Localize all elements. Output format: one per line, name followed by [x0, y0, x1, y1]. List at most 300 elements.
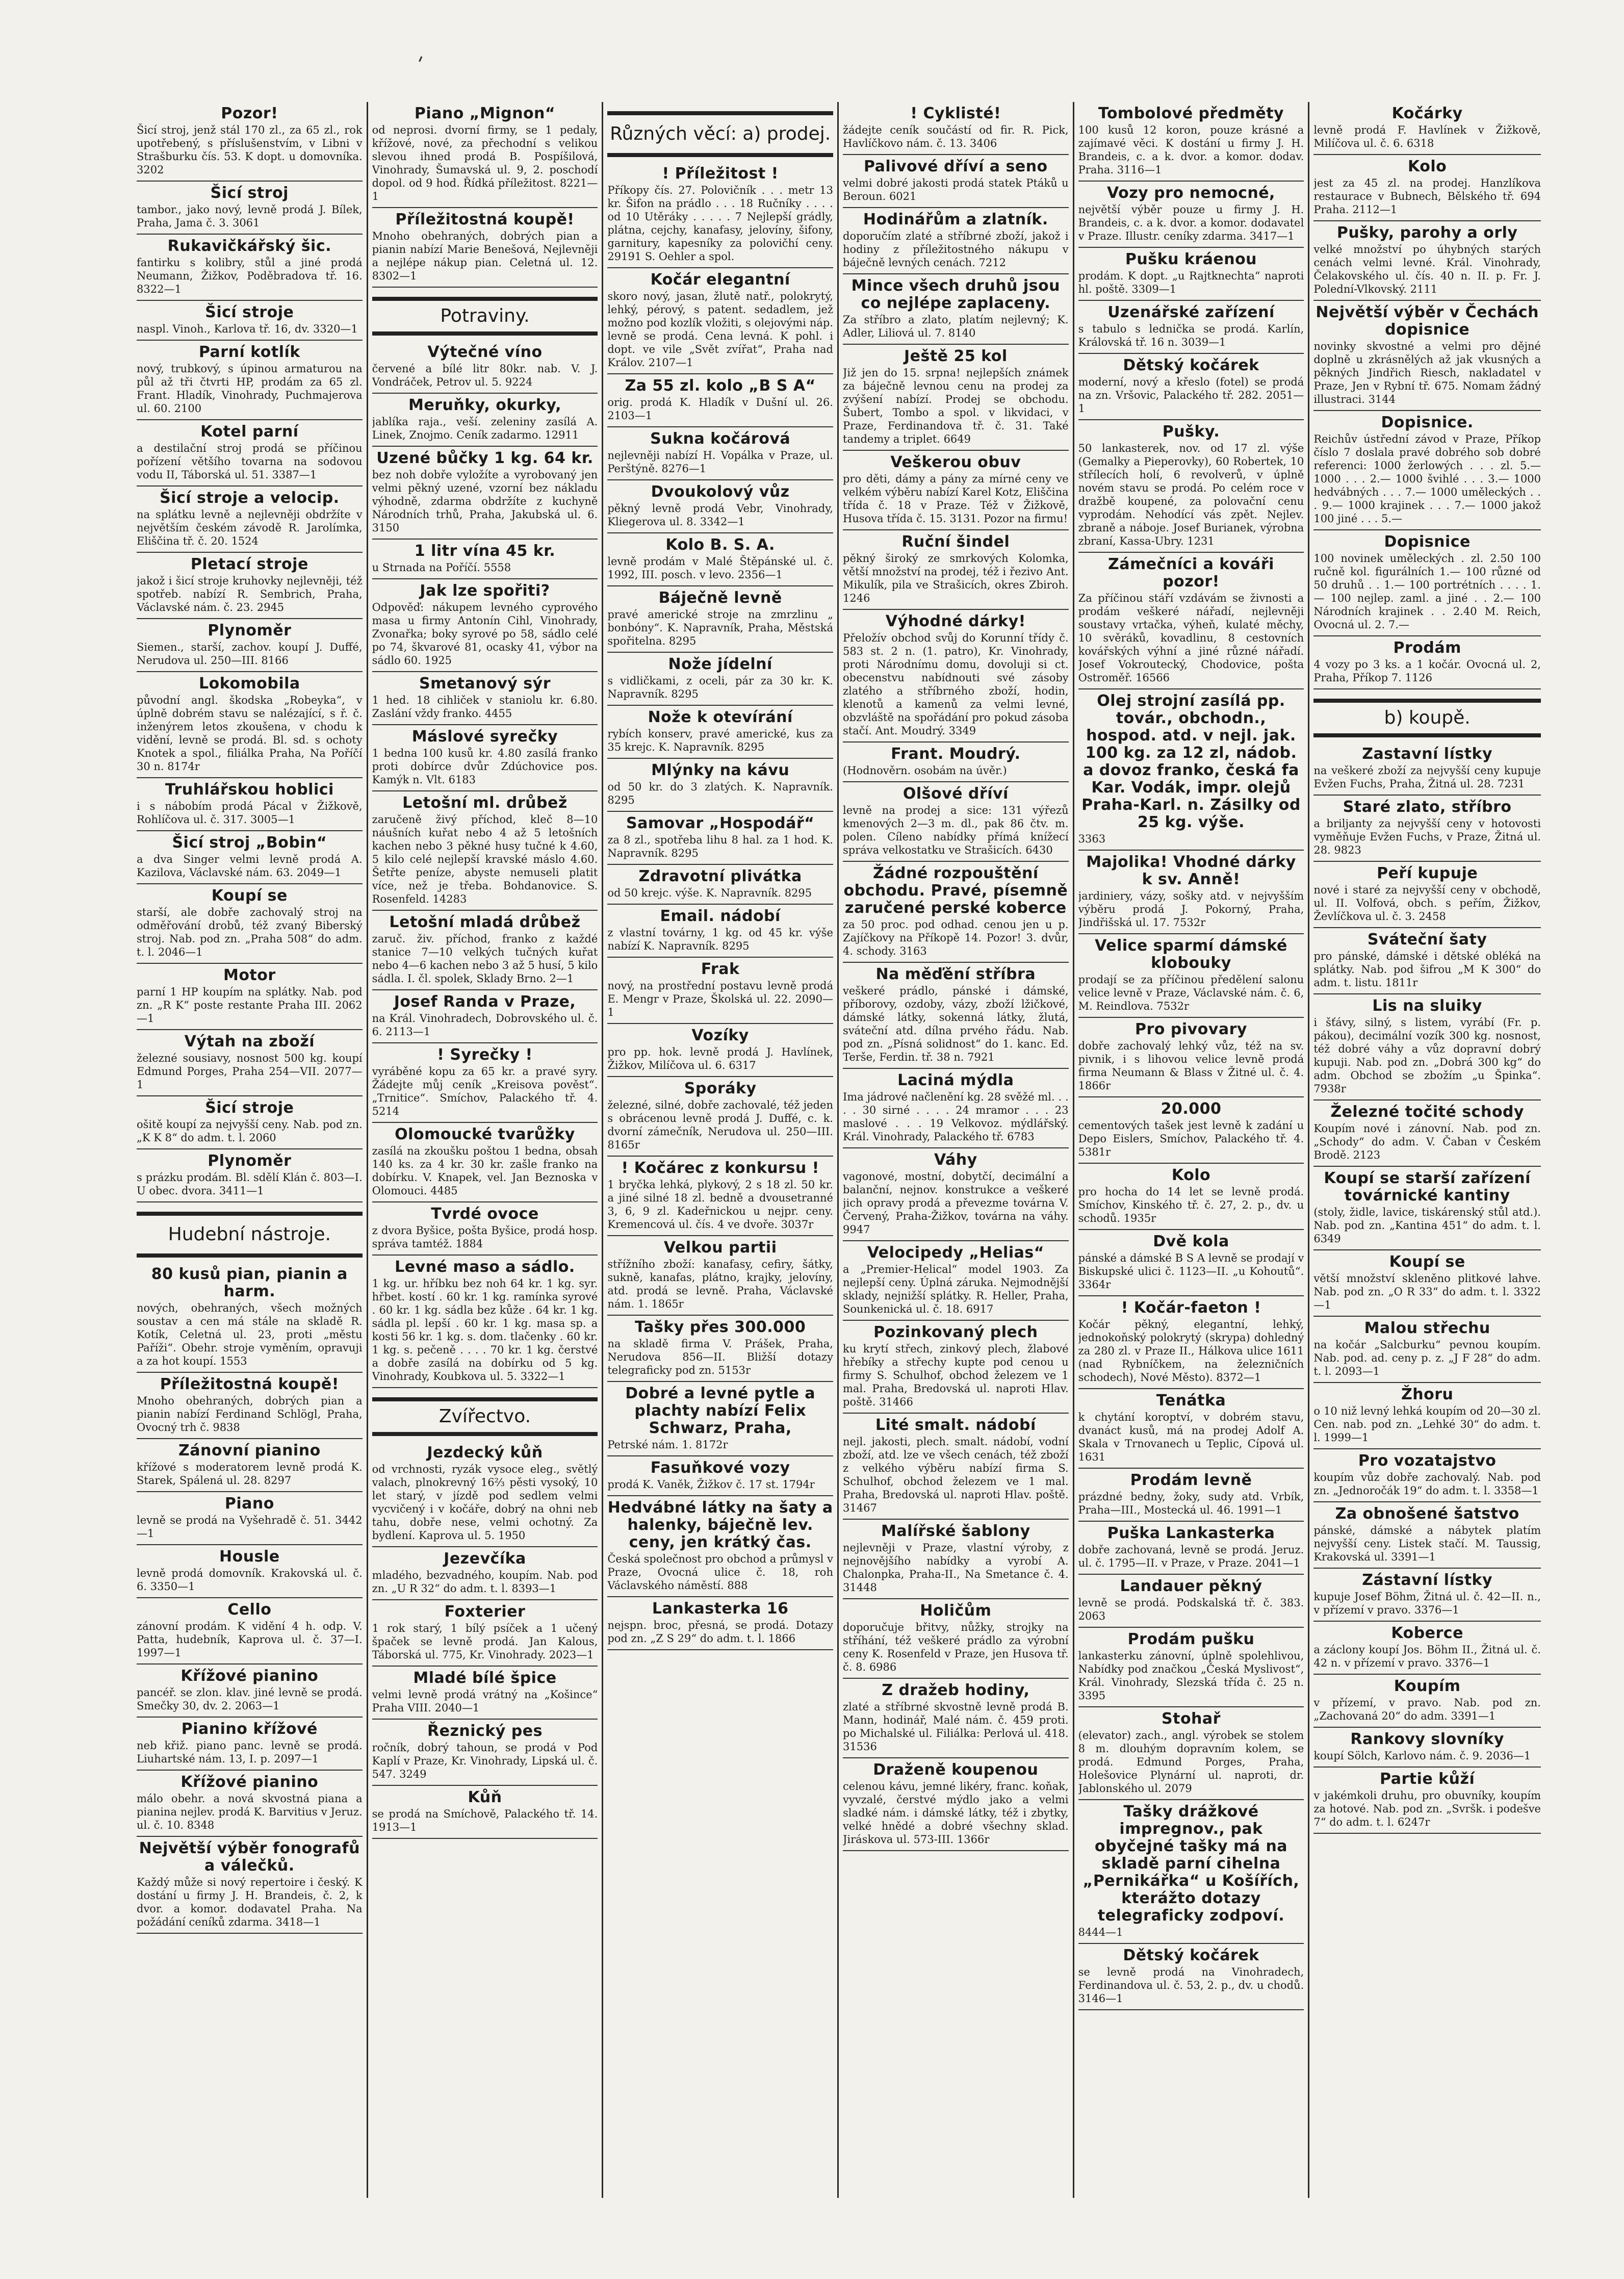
classified-ad: [137, 778, 363, 831]
ad-text: málo obehr. a nová skvostná piana a pianina nejlev. prodá K. Barvitius v Jeruz. ul. č. 10. 8348: [137, 1793, 363, 1831]
ad-title: Pletací stroje: [190, 555, 308, 573]
ad-title: Landauer pěkný: [1120, 1577, 1262, 1595]
ad-title: 20.000: [1161, 1100, 1222, 1118]
ad-title: Motor: [223, 966, 276, 984]
ad-text: na skladě firma V. Prášek, Praha, Nerudova 856—II. Bližší dotazy telegraficky pod zn. 5153r: [607, 1338, 833, 1376]
ad-text: na splátku levně a nejlevněji obdržíte v největším českém závodě R. Jarolímka, Eliščina tř. č. 20. 1524: [137, 508, 363, 547]
ad-title: Šicí stroje: [205, 1099, 294, 1117]
ad-text: Již jen do 15. srpna! nejlepších známek za báječně levnou cenu na prodej za zvýšení nabízí. Prodej se obchodu. Šubert, Tombo a spol. v likvidaci, v Praze, Ferdinandova tř. č. 31. Také tandemy a triplet. 6649: [843, 367, 1069, 445]
classified-ad: [372, 672, 598, 725]
ad-text: tambor., jako nový, levně prodá J. Bílek, Praha, Jama č. 3. 3061: [137, 203, 363, 229]
section-heading: b) koupě.: [1313, 699, 1541, 737]
ad-title: Piano „Mignon“: [414, 105, 556, 122]
ad-text: od vrchnosti, ryzák vysoce eleg., světlý valach, plnokrevný 16⅔ pěsti vysoký, 10 let starý, v jízdě pod sedlem velmi vycvičený i v kočáře, dobrý na ohni neb tahu, dobře nese, velmi ochotný. Za bydlení. Kaprova ul. 5. 1950: [372, 1463, 598, 1542]
ad-text: novinky skvostné a velmi pro dějné doplně u zkrásnělých až jak vkusných a pěkných Jindřich Riesch, nakladatel v Praze, Jen v Rybní tř. 675. Nomam žádný illustraci. 3144: [1313, 340, 1541, 405]
ad-text: 4 vozy po 3 ks. a 1 kočár. Ovocná ul. 2, Praha, Příkop 7. 1126: [1313, 658, 1541, 684]
classified-ad: [843, 963, 1069, 1069]
ad-title: Vozíky: [691, 1027, 749, 1044]
classified-ad: [372, 725, 598, 791]
ad-text: za 8 zl., spotřeba lihu 8 hal. za 1 hod. K. Napravník. 8295: [607, 834, 833, 859]
ad-text: skoro nový, jasan, žlutě natř., polokrytý, lehký, pérový, s patent. sedadlem, jež možno pod kozlík vložiti, s olejovými náp. levně se prodá. Cena levná. K pohl. i dopt. ve vile „Svět zvířat“, Praha nad Králov. 2107—1: [607, 290, 833, 369]
ad-title: Lankasterka 16: [652, 1600, 789, 1618]
ad-title: Dvě kola: [1153, 1233, 1229, 1250]
ad-title: ! Kočárec z konkursu !: [621, 1159, 819, 1177]
classified-ad: [372, 1256, 598, 1388]
classified-ad: [607, 586, 833, 653]
ad-text: velmi levně prodá vrátný na „Košince“ Praha VIII. 2040—1: [372, 1688, 598, 1714]
ad-title: Na měďění stříbra: [875, 965, 1036, 983]
classified-ad: [1313, 1100, 1541, 1167]
classified-ad: [1313, 1768, 1541, 1834]
ad-text: pánské, dámské a nábytek platím nejvyšší ceny. Listek stačí. M. Taussig, Krakovská ul. 3391—1: [1313, 1524, 1541, 1563]
ad-text: koupí Sölch, Karlovo nám. č. 9. 2036—1: [1313, 1750, 1531, 1762]
ad-text: s prázku prodám. Bl. sdělí Klán č. 803—I. U obec. dvora. 3411—1: [137, 1171, 363, 1197]
ad-title: Malířské šablony: [881, 1522, 1030, 1540]
ad-text: v jakémkoli druhu, pro obuvníky, koupím za hotové. Nab. pod zn. „Svršk. i podešve 7“ do adm. t. l. 6247r: [1313, 1789, 1541, 1828]
ad-text: ku krytí střech, zinkový plech, žlabové hřebíky a střechy kupte pod cenou u firmy S. Schulhof, obchod železem ve 1 mal. Praha, Bredovská ul. naproti Hlav. poště. 31466: [843, 1343, 1069, 1408]
ad-title: Dopisnice: [1384, 533, 1471, 551]
classified-ad: [1313, 928, 1541, 994]
ad-text: vagonové, mostní, dobytčí, decimální a balanční, nejnov. konstrukce a veškeré jich opravy prodá a převezme továrna V. Červený, Praha-Žižkov, továrna na váhy. 9947: [843, 1170, 1069, 1236]
ad-title: Pro pivovary: [1135, 1020, 1247, 1038]
ad-text: doporučuje břitvy, nůžky, strojky na stříhání, též veškeré prádlo za výrobní ceny K. Rosenfeld v Praze, jen Husova tř. č. 8. 6986: [843, 1621, 1069, 1673]
classified-ad: [372, 1600, 598, 1667]
classified-ad: [1078, 934, 1304, 1018]
ad-title: Sporáky: [684, 1080, 757, 1097]
classified-ad: [1078, 1575, 1304, 1628]
classified-ad: [607, 533, 833, 586]
ad-title: Kočárky: [1391, 105, 1463, 122]
ad-text: prodá K. Vaněk, Žižkov č. 17 st. 1794r: [607, 1478, 815, 1491]
ad-text: a záclony koupí Jos. Böhm II., Žitná ul. č. 42 n. v přízemí v pravo. 3376—1: [1313, 1644, 1541, 1669]
classified-ad: [372, 791, 598, 911]
ad-title: Kůň: [468, 1788, 502, 1806]
ad-title: Koupí se: [211, 887, 288, 905]
ad-text: moderní, nový a křeslo (fotel) se prodá na zn. Vršovic, Palackého tř. 282. 2051—1: [1078, 376, 1304, 415]
ad-title: Mlýnky na kávu: [651, 761, 790, 779]
ad-title: Draženě koupenou: [873, 1761, 1039, 1779]
ad-text: Za stříbro a zlato, platím nejlevný; K. Adler, Liliová ul. 7. 8140: [843, 314, 1069, 339]
ad-text: červené a bílé litr 80kr. nab. V. J. Vondráček, Petrov ul. 5. 9224: [372, 363, 598, 388]
ad-title: Puška Lankasterka: [1107, 1524, 1275, 1542]
ad-text: Příkopy čís. 27. Polovičník . . . metr 13 kr. Šifon na prádlo . . . 18 Ručníky . . . . od 10 Utěráky . . . . . 7 Nejlepší grádly, plátna, cejchy, kanafasy, jelovíny, šifony, garnitury, kapesníky za polovičhí ceny. 29191 S. Oehler a spol.: [607, 184, 833, 263]
ad-title: Výtečné víno: [427, 343, 543, 361]
ad-text: střížního zboží: kanafasy, cefiry, šátky, sukně, kanafas, plátno, krajky, jelovíny, atd. prodá se levně. Praha, Václavské nám. 1. 1865r: [607, 1258, 833, 1310]
ad-text: ošitě koupí za nejvyšší ceny. Nab. pod zn. „K K 8“ do adm. t. l. 2060: [137, 1118, 363, 1144]
classified-ad: [137, 619, 363, 672]
classified-ad: [607, 1316, 833, 1382]
classified-ad: [1313, 862, 1541, 928]
ad-title: Malou střechu: [1364, 1319, 1490, 1337]
ad-text: o 10 niž levný lehká koupím od 20—30 zl. Cen. nab. pod zn. „Lehké 30“ do adm. t. l. 1999—1: [1313, 1405, 1541, 1444]
classified-ad: [843, 208, 1069, 274]
ad-text: jest za 45 zl. na prodej. Hanzlíkova restaurace v Bubnech, Bělského tř. 694 Praha. 2112—1: [1313, 177, 1541, 216]
ad-title: Dětský kočárek: [1123, 1947, 1259, 1964]
ad-title: Letošní ml. drůbež: [402, 794, 568, 812]
classified-ad: [843, 345, 1069, 451]
ad-text: na kočár „Salcburku“ pevnou koupím. Nab. pod. ad. ceny p. z. „J F 28“ do adm. t. l. 2093—1: [1313, 1339, 1541, 1377]
ad-title: Cello: [227, 1601, 272, 1619]
classified-ad: [1078, 1707, 1304, 1800]
classified-ad: [1078, 1469, 1304, 1522]
ad-text: rybích konserv, pravé americké, kus za 35 krejc. K. Napravník. 8295: [607, 728, 833, 753]
classified-ad: [372, 208, 598, 288]
classified-ad: [1313, 411, 1541, 530]
section-heading: Hudební nástroje.: [137, 1212, 363, 1258]
ad-text: orig. prodá K. Hladík v Dušní ul. 26. 2103—1: [607, 396, 833, 422]
ad-title: Ruční šindel: [901, 533, 1010, 551]
ad-text: levně se prodá na Vyšehradě č. 51. 3442—1: [137, 1514, 363, 1540]
ad-title: Žhoru: [1401, 1386, 1454, 1403]
ad-text: s vidličkami, z oceli, pár za 30 kr. K. Napravník. 8295: [607, 675, 833, 700]
ad-text: prázdné bedny, žoky, sudy atd. Vrbík, Praha—III., Mostecká ul. 46. 1991—1: [1078, 1491, 1304, 1516]
ad-text: zasílá na zkoušku poštou 1 bedna, obsah 140 ks. za 4 kr. 30 kr. zašle franko na dobírku. V. Knapek, vel. Jan Beznoska v Olomouci. 4485: [372, 1145, 598, 1197]
ad-title: Křížové pianino: [181, 1667, 319, 1685]
ad-title: Kočár elegantní: [650, 271, 790, 289]
column-2: [368, 102, 604, 2198]
ad-text: (Hodnověrn. osobám na úvěr.): [843, 764, 1007, 777]
classified-ad: [137, 341, 363, 420]
classified-ad: [843, 1321, 1069, 1414]
ad-text: Koupím nové i zánovní. Nab. pod zn. „Schody“ do adm. V. Čaban v Českém Brodě. 2123: [1313, 1122, 1541, 1161]
ad-text: pěkný široký ze smrkových Kolomka, větší množství na prodej, též i řezivo Ant. Mikulík, pila ve Strašicích, okres Zbiroh. 1246: [843, 552, 1069, 604]
ad-text: od 50 kr. do 3 zlatých. K. Napravník. 8295: [607, 781, 833, 806]
ad-title: Foxterier: [444, 1603, 526, 1621]
ad-text: 100 kusů 12 koron, pouze krásné a zajímavé věci. K dostání u firmy J. H. Brandeis, c. a k. dvor. a komor. dodav. Praha. 3116—1: [1078, 124, 1304, 176]
ad-title: 80 kusů pian, pianin a harm.: [151, 1265, 348, 1300]
ad-text: křížové s moderatorem levně prodá K. Starek, Spálená ul. 28. 8297: [137, 1461, 363, 1487]
ad-title: Žádné rozpouštění obchodu. Pravé, písemně zaručené perské koberce: [843, 864, 1068, 917]
ad-title: Největší výběr fonografů a válečků.: [139, 1839, 360, 1875]
ad-title: Samovar „Hospodář“: [626, 814, 815, 832]
ad-title: Mladé bílé špice: [413, 1669, 557, 1687]
ad-title: Největší výběr v Čechách dopisnice: [1316, 303, 1539, 339]
ad-title: Frak: [701, 960, 740, 978]
ad-title: Koberce: [1391, 1624, 1463, 1642]
ad-text: 1 bryčka lehká, plykový, 2 s 18 zl. 50 kr. a jiné silné 18 zl. bedně a dvousetranné 3, 6, 9 zl. Kadeřnickou u nejpr. ceny. Kremencová ul. čís. 4 ve dvoře. 3037r: [607, 1179, 833, 1231]
ad-title: Železné točité schody: [1330, 1103, 1524, 1121]
ad-title: Partie kůží: [1380, 1770, 1475, 1788]
classified-ad: [137, 1718, 363, 1771]
classified-ad: [1313, 1502, 1541, 1569]
ad-text: nejlevněji nabízí H. Vopálka v Praze, ul. Perštýně. 8276—1: [607, 449, 833, 475]
ad-title: Lokomobila: [199, 675, 300, 693]
classified-ad: [372, 1123, 598, 1202]
ad-text: Česká společnost pro obchod a průmysl v Praze, Ovocná ulice č. 18, roh Václavského náměstí. 888: [607, 1553, 833, 1592]
classified-ad: [1313, 1622, 1541, 1675]
classified-ad: [607, 706, 833, 759]
ad-title: Olšové dříví: [903, 785, 1009, 803]
classified-ad: [1078, 689, 1304, 851]
ad-title: Staré zlato, stříbro: [1343, 798, 1512, 816]
ad-title: ! Syrečky !: [437, 1046, 533, 1064]
ad-title: Kolo: [1171, 1166, 1211, 1184]
ad-title: Rankovy slovníky: [1350, 1730, 1504, 1748]
classified-ad: [372, 990, 598, 1043]
classified-ad: [137, 1545, 363, 1598]
section-heading: Různých věcí: a) prodej.: [607, 111, 833, 157]
classified-ad: [607, 480, 833, 533]
ad-text: Mnoho obehraných, dobrých pian a pianin nabízí Ferdinand Schlögl, Praha, Ovocný trh č. 9838: [137, 1395, 363, 1433]
ad-text: mladého, bezvadného, koupím. Nab. pod zn. „U R 32“ do adm. t. l. 8393—1: [372, 1569, 598, 1595]
classified-ad: [137, 1837, 363, 1934]
classified-ad: [137, 235, 363, 301]
classified-ad: [607, 1496, 833, 1597]
ad-title: Dopisnice.: [1381, 414, 1474, 431]
ad-text: jakož i šicí stroje kruhovky nejlevněji, též spotřeb. nabízí R. Sembrich, Praha, Václavské nám. č. 23. 2945: [137, 575, 363, 613]
ad-text: Petrské nám. 1. 8172r: [607, 1439, 728, 1451]
classified-ad: [843, 530, 1069, 610]
ad-text: se prodá na Smíchově, Palackého tř. 14. 1913—1: [372, 1808, 598, 1833]
classified-ad: [1313, 1675, 1541, 1728]
classified-ad: [607, 162, 833, 268]
ad-text: Za příčinou stáří vzdávám se živnosti a prodám veškeré nářadí, nejlevněji soustavy vrtačka, výheň, kulaté měchy, 10 svěráků, kovadlinu, 8 cestovních kovářských výhní a jiné různé nářadí. Josef Vokroutecký, Chodovice, pošta Ostroměř. 16566: [1078, 592, 1304, 684]
classified-ad: [1078, 1628, 1304, 1707]
classified-ad: [137, 1665, 363, 1718]
ad-title: Nože k otevírání: [648, 708, 793, 726]
ad-title: Křížové pianino: [181, 1773, 319, 1791]
ad-title: Koupím: [1394, 1677, 1461, 1695]
ad-title: Koupí se: [1389, 1253, 1465, 1271]
ad-text: větší množství skleněno plitkové lahve. Nab. pod zn. „O R 33“ do adm. t. l. 3322—1: [1313, 1272, 1541, 1311]
classified-ad: [137, 1492, 363, 1545]
ad-title: Výhodné dárky!: [885, 612, 1026, 630]
classified-ad: [1078, 1944, 1304, 2010]
classified-ad: [372, 1202, 598, 1256]
classified-ad: [607, 268, 833, 374]
ad-text: Přeložív obchod svůj do Korunní třídy č. 583 st. 2 n. (1. patro), Kr. Vinohrady, proti Národnímu domu, dovoluji si ct. obecenstvu nabídnouti své zásoby zlatého a stříbrného zboží, hodin, klenotů a kamenů za velmi levné, obzvláště na spořádání pro pokud zásoba stačí. Ant. Moudrý. 3349: [843, 632, 1069, 737]
classified-ad: [607, 905, 833, 958]
classified-ad: [1078, 1800, 1304, 1944]
ad-text: a destilační stroj prodá se příčinou pořízení většího tovarna na sodovou vodu II, Táborská ul. 51. 3387—1: [137, 442, 363, 481]
ad-text: Mnoho obehraných, dobrých pian a pianin nabízí Marie Benešová, Nejlevněji a nejlépe nákup pian. Celetná ul. 12. 8302—1: [372, 230, 598, 282]
ad-title: Zámečníci a kováři pozor!: [1108, 555, 1274, 591]
ad-text: nejlevněji v Praze, vlastní výroby, z nejnovějšího nabídky a vyrobí A. Chalonpka, Praha-II., Na Smetance č. 4. 31448: [843, 1542, 1069, 1594]
ad-title: Fasuňkové vozy: [650, 1459, 790, 1477]
ad-text: celenou kávu, jemné likéry, franc. koňak, vyvzalé, čerstvé mýdlo jako a velmi sladké nám. i dámské látky, též i zbytky, velké hnědé a dobré všechny sklad. Jiráskova ul. 573-III. 1366r: [843, 1780, 1069, 1846]
ad-text: velké množství po úhybných starých cenách velmi levné. Král. Vinohrady, Čelakovského ul. čís. 40 n. II. p. Fr. J. Polední-Vlkovský. 2111: [1313, 243, 1541, 295]
ad-title: Uzené bůčky 1 kg. 64 kr.: [376, 449, 594, 467]
ad-title: Pozor!: [221, 105, 278, 122]
ad-title: Zánovní pianino: [178, 1442, 321, 1459]
ad-text: cementových tašek jest levně k zadání u Depo Eislers, Smíchov, Palackého tř. 4. 5381r: [1078, 1119, 1304, 1158]
ad-text: i šťávy, silný, s listem, vyrábí (Fr. p. pákou), decimální vozík 300 kg. nosnost, též dobré váhy a vůz dopravní dobrý kupuji. Nab. pod zn. „Dobrá 300 kg“ do adm. Obchod se zbožím „u Špinka“. 7938r: [1313, 1016, 1541, 1095]
ad-text: pro pp. hok. levně prodá J. Havlínek, Žižkov, Milíčova ul. 6. 6317: [607, 1046, 833, 1071]
ad-text: na veškeré zboží za nejvyšší ceny kupuje Evžen Fuchs, Praha, Žitná ul. 28. 7231: [1313, 764, 1541, 790]
column-3: [603, 102, 839, 2198]
ad-title: Velkou partii: [663, 1239, 777, 1257]
classified-ad: [372, 1667, 598, 1720]
ad-text: nových, obehraných, všech možných soustav a cen má stále na skladě R. Kotík, Celetná ul. 23, proti „městu Paříži“. Obehr. stroje vyměním, opravuji a za hot koupí. 1553: [137, 1302, 363, 1367]
classified-ad: [843, 102, 1069, 155]
ad-text: od 50 krejc. výše. K. Napravník. 8295: [607, 887, 812, 899]
ad-title: Vozy pro nemocné,: [1107, 184, 1275, 202]
ad-text: nejl. jakosti, plech. smalt. nádobí, vodní zboží, atd. lze ve všech cenách, též zboží z velkého výběru nabízí firma S. Schulhof, obchod železem ve 1 mal. Praha, Bredovská ul. naproti Hlav. poště. 31467: [843, 1436, 1069, 1514]
classified-ad: [607, 1077, 833, 1157]
ad-title: Plynoměr: [208, 622, 292, 639]
ad-title: Majolika! Vhodné dárky k sv. Anně!: [1086, 853, 1296, 888]
ad-text: železné sousiavy, nosnost 500 kg. koupí Edmund Porges, Praha 254—VII. 2077—1: [137, 1052, 363, 1091]
classified-ad: [1313, 994, 1541, 1100]
ad-text: bez noh dobře vyložíte a vyrobovaný jen velmi pěkný uzené, vzorní bez nákladu výhodně, zdarma obdržíte z kuchyně Národních trhů, Praha, Jakubská ul. 6. 3150: [372, 469, 598, 534]
ad-text: dobře zachovaná, levně se prodá. Jeruz. ul. č. 1795—II. v Praze, v Praze. 2041—1: [1078, 1544, 1304, 1569]
classified-ad: [843, 1414, 1069, 1520]
ad-text: veškeré prádlo, pánské i dámské, příborovy, ozdoby, vázy, zboží lžičkové, dámské látky, sokenná látky, žlutá, sváteční atd. dílna prvého řádu. Nab. pod zn. „Písná solidnost“ do 1. kanc. Ed. Terše, Ferdin. tř. 38 n. 7921: [843, 985, 1069, 1063]
classified-ad: [1313, 742, 1541, 796]
classified-ad: [1313, 530, 1541, 636]
classified-ad: [607, 958, 833, 1024]
ad-text: pro pánské, dámské i dětské obléká na splátky. Nab. pod šifrou „M K 300“ do adm. t. listu. 1811r: [1313, 950, 1541, 989]
classified-ad: [1313, 1167, 1541, 1250]
ad-text: levně na prodej a sice: 131 výřezů kmenových 2—3 m. dl., pak 86 čtv. m. polen. Cíleno nabídky přímá knížecí správa velkostatku ve Strašicích. 6430: [843, 804, 1069, 856]
classified-ad: [1078, 1389, 1304, 1469]
ad-title: Tenátka: [1156, 1392, 1226, 1410]
classified-ad: [607, 1024, 833, 1077]
ad-text: neb křiž. piano panc. levně se prodá. Liuhartské nám. 13, I. p. 2097—1: [137, 1739, 363, 1765]
ad-title: Kolo B. S. A.: [665, 536, 775, 554]
ad-title: Piano: [224, 1495, 274, 1513]
ad-text: u Strnada na Poříčí. 5558: [372, 561, 511, 574]
ad-text: Reichův ústřední závod v Praze, Příkop číslo 7 doslala pravé dobrého sob dobré referenci: 1000 žerlowých . . . zl. 5.— 1000 . . . 2.— 1000 švihlé . . . 3.— 1000 hedvábných . . . 7.— 1000 uměleckých . . . 9.— 1000 krajinek . . . 7.— 1000 jakož 100 jiné . . . 5.—: [1313, 433, 1541, 525]
classified-ad: [607, 1236, 833, 1316]
ad-title: Plynoměr: [208, 1152, 292, 1170]
ad-text: levně prodám v Malé Štěpánské ul. č. 1992, III. posch. v levo. 2356—1: [607, 555, 833, 581]
ad-title: Olej strojní zasílá pp. továr., obchodn., hospod. atd. v nejl. jak. 100 kg. za 12 zl, nádob. a dovoz franko, česká fa Kar. Vodák, impr. olejů Praha-Karl. n. Zásilky od 25 kg. výše.: [1081, 692, 1301, 831]
column-5: [1074, 102, 1310, 2198]
ad-text: Ima jádrové načlenění kg. 28 svěžé ml. . . . . 30 sirné . . . . 24 mramor . . . 23 maslové . . . 19 Velkovoz. mýdlářský. Král. Vinohrady, Palackého tř. 6783: [843, 1091, 1069, 1143]
ad-text: kupuje Josef Böhm, Žitná ul. č. 42—II. n., v přízemí v pravo. 3376—1: [1313, 1591, 1541, 1616]
ad-title: Tašky drážkové impregnov., pak obyčejné tašky má na skladě parní cihelna „Pernikářka“ u Košířích, kterážto dotazy telegraficky zodpoví.: [1082, 1803, 1300, 1925]
ad-title: Výtah na zboží: [184, 1033, 315, 1051]
ad-text: Šicí stroj, jenž stál 170 zl., za 65 zl., rok upotřebený, s příslušenstvím, v Libni v Strašburku čís. 53. K dopt. u domovníka. 3202: [137, 124, 363, 176]
classified-ad: [372, 1720, 598, 1786]
ad-text: vyráběné kopu za 65 kr. a pravé syry. Žádejte můj ceník „Kreisova pověst“. „Trnitice“. Smíchov, Palackého tř. 4. 5214: [372, 1065, 598, 1117]
classified-ad: [843, 1148, 1069, 1241]
ad-title: Lis na sluiky: [1372, 997, 1482, 1015]
ad-title: Tombolové předměty: [1098, 105, 1284, 122]
ad-title: Hedvábné látky na šaty a halenky, báječně lev. ceny, jen krátký čas.: [607, 1499, 833, 1551]
ad-title: Hodinářům a zlatník.: [863, 211, 1048, 228]
classified-ad: [372, 394, 598, 447]
classified-ad: [372, 341, 598, 394]
section-heading: Potraviny.: [372, 297, 598, 336]
ad-title: Pianino křížové: [181, 1720, 318, 1738]
ad-title: Z dražeb hodiny,: [882, 1681, 1030, 1699]
ad-title: Jezdecký kůň: [427, 1444, 543, 1462]
ad-title: Olomoucké tvarůžky: [395, 1125, 575, 1143]
ad-text: se levně prodá na Vinohradech, Ferdinandova ul. č. 53, 2. p., dv. u chodů. 3146—1: [1078, 1966, 1304, 2005]
classified-ad: [843, 1599, 1069, 1679]
ad-text: prodám. K dopt. „u Rajtknechta“ naproti hl. poště. 3309—1: [1078, 270, 1304, 295]
ad-text: (stoly, židle, lavice, tiskárenský stůl atd.). Nab. pod zn. „Kantina 451“ do adm. t. l. 6349: [1313, 1206, 1541, 1245]
ad-text: pánské a dámské B S A levně se prodají v Biskupské ulici č. 1123—II. „u Kohoutů“. 3364r: [1078, 1252, 1304, 1291]
ad-title: Pušku kráenou: [1125, 250, 1257, 268]
classified-ad: [137, 553, 363, 619]
classified-ad: [372, 102, 598, 208]
ad-text: žádejte ceník součástí od fir. R. Pick, Havlíčkovo nám. č. 13. 3406: [843, 124, 1069, 149]
classified-ad: [372, 1786, 598, 1839]
ad-title: Šicí stroje: [205, 303, 294, 321]
ad-text: zlaté a stříbrné skvostně levně prodá B. Mann, hodinář, Malé nám. č. 459 proti. po Michalské ul. Filiálka: Perlová ul. 418. 31536: [843, 1701, 1069, 1753]
ad-text: lankasterku zánovní, úplně spolehlivou, Nabídky pod značkou „Česká Myslivost“, Král. Vinohrady, Slezská třída č. 25 n. 3395: [1078, 1650, 1304, 1702]
ad-text: jablíka raja., veší. zeleniny zasílá A. Linek, Znojmo. Ceník zadarmo. 12911: [372, 416, 598, 441]
ad-text: 8444—1: [1078, 1926, 1123, 1938]
classified-ad: [137, 1373, 363, 1439]
ad-title: Frant. Moudrý.: [891, 745, 1021, 763]
ad-title: Meruňky, okurky,: [408, 396, 561, 414]
classified-ad: [607, 1456, 833, 1496]
ad-text: starší, ale dobře zachovalý stroj na odměřování drobů, též zvaný Biberský stroj. Nab. pod zn. „Praha 508“ do adm. t. l. 2046—1: [137, 906, 363, 958]
ad-text: původní angl. škodska „Robeyka“, v úplně dobrém stavu se nalézající, s ř. č. inženýrem letos zkoušena, v chodu k vidění, levně se prodá. Bl. sd. s ochoty Knotek a spol., filiálka Praha, Na Poříčí 30 n. 8174r: [137, 694, 363, 773]
ad-title: Kolo: [1408, 158, 1447, 175]
ad-text: Každý může si nový repertoire i český. K dostání u firmy J. H. Brandeis, č. 2, k dvor. a komor. dodavatel Praha. Na požádání ceníků zdarma. 3418—1: [137, 1876, 363, 1928]
classified-ads-grid: [133, 102, 1545, 2198]
ad-title: Josef Randa v Praze,: [394, 993, 576, 1011]
classified-ad: [1313, 796, 1541, 862]
ad-text: Siemen., starší, zachov. koupí J. Duffé, Nerudova ul. 250—III. 8166: [137, 641, 363, 667]
ad-title: Koupí se starší zařízení továrnické kantiny: [1324, 1169, 1531, 1205]
ad-text: 50 lankasterek, nov. od 17 zl. výše (Gemalky a Pieperovky), 60 Robertek, 10 střílecích holí, 6 revolverů, v úplně novém stavu se prodá. Po celém roce v dražbě koupené, za polovační cenu vyprodám. Nehodící vás zpět. Nejlev. zbraně a náboje. Josef Burianek, výrobna zbraní, Kassa-Ubry. 1231: [1078, 442, 1304, 547]
classified-ad: [137, 1439, 363, 1492]
classified-ad: [137, 1263, 363, 1373]
classified-ad: [607, 1382, 833, 1456]
ad-text: dobře zachovalý lehký vůz, též na sv. pivnik, i s lihovou velice levně prodá firma Neumann & Blass v Žitné ul. č. 4. 1866r: [1078, 1040, 1304, 1092]
classified-ad: [1313, 636, 1541, 689]
classified-ad: [1313, 1250, 1541, 1317]
ad-text: i s nábobím prodá Pácal v Žižkově, Rohlíčova ul. č. 317. 3005—1: [137, 800, 363, 826]
ad-title: Příležitostná koupě!: [395, 211, 575, 228]
classified-ad: [137, 182, 363, 235]
classified-ad: [1313, 102, 1541, 155]
ad-title: ! Kočár-faeton !: [1121, 1299, 1261, 1317]
classified-ad: [1078, 1296, 1304, 1389]
ad-text: Odpověď: nákupem levného cyprového masa u firmy Antonín Cihl, Vinohrady, Zvonařka; boky syrové po 58, sádlo celé po 74, škvarové 81, ocasky 41, výbor na sádlo 60. 1925: [372, 601, 598, 667]
ad-title: Veškerou obuv: [890, 453, 1021, 471]
ad-title: Prodám pušku: [1127, 1630, 1255, 1648]
classified-ad: [607, 1157, 833, 1236]
classified-ad: [1313, 301, 1541, 411]
ad-title: Za 55 zl. kolo „B S A“: [625, 377, 816, 395]
classified-ad: [1078, 553, 1304, 689]
classified-ad: [1313, 1317, 1541, 1383]
ad-text: levně prodá F. Havlínek v Žižkově, Milíčova ul. č. 6. 6318: [1313, 124, 1541, 149]
classified-ad: [607, 653, 833, 706]
ad-title: Prodám: [1393, 639, 1461, 657]
classified-ad: [137, 672, 363, 778]
classified-ad: [1078, 354, 1304, 420]
ad-text: pancéř. se zlon. klav. jiné levně se prodá. Smečky 30, dv. 2. 2063—1: [137, 1686, 363, 1712]
ad-title: Smetanový sýr: [419, 675, 551, 693]
ad-title: 1 litr vína 45 kr.: [414, 542, 556, 560]
classified-ad: [843, 1520, 1069, 1599]
ad-text: levně se prodá. Podskalská tř. č. 383. 2063: [1078, 1597, 1304, 1622]
ad-title: Pušky, parohy a orly: [1336, 224, 1518, 242]
classified-ad: [1078, 182, 1304, 248]
ad-text: od neprosi. dvorní firmy, se 1 pedaly, křížové, nové, za přechodní s velikou slevou ihned prodá B. Pospíšilová, Vinohrady, Šumavská ul. 9, 2. poschodí dopol. od 9 hod. Řídká příležitost. 8221—1: [372, 124, 598, 202]
classified-ad: [1078, 1522, 1304, 1575]
ad-title: Dobré a levné pytle a plachty nabízí Felix Schwarz, Praha,: [625, 1385, 816, 1437]
classified-ad: [1313, 155, 1541, 221]
classified-ad: [372, 1441, 598, 1547]
classified-ad: [1078, 420, 1304, 553]
ad-title: Parní kotlík: [198, 343, 300, 361]
ad-text: parní 1 HP koupím na splátky. Nab. pod zn. „R K“ poste restante Praha III. 2062—1: [137, 986, 363, 1025]
ad-title: Zastavní lístky: [1362, 745, 1493, 763]
classified-ad: [1313, 1383, 1541, 1449]
classified-ad: [137, 1149, 363, 1202]
classified-ad: [137, 1030, 363, 1096]
ad-text: největší výběr pouze u firmy J. H. Brandeis, c. a k. dvor. a komor. dodavatel v Praze. Illustr. ceníky zdarma. 3417—1: [1078, 203, 1304, 242]
